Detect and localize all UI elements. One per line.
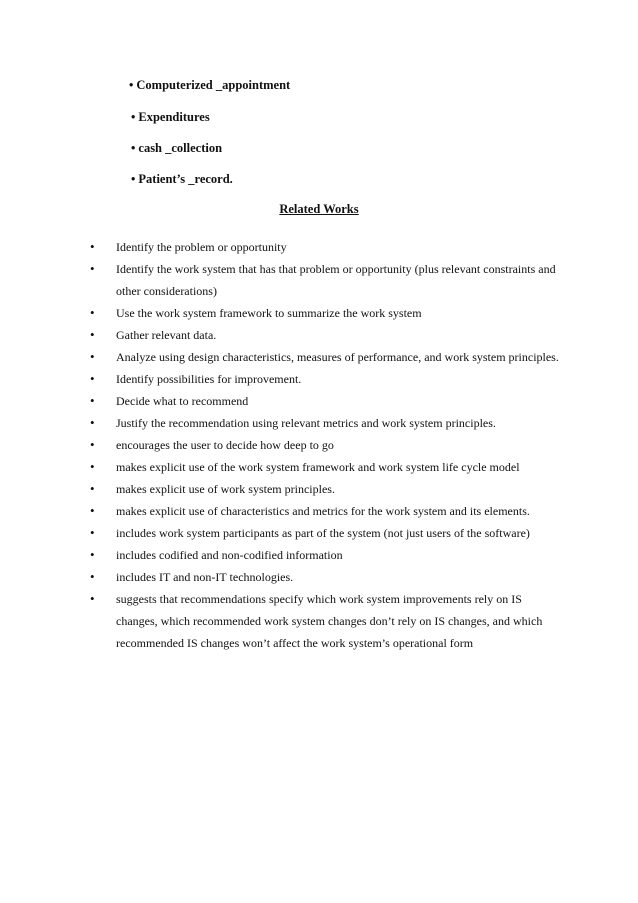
module-item-label: Patient’s _record. xyxy=(138,172,233,186)
list-item-text: Identify possibilities for improvement. xyxy=(116,372,302,386)
list-item xyxy=(0,258,566,302)
module-item xyxy=(131,109,210,125)
module-item-label: Computerized _appointment xyxy=(136,78,291,92)
bullet-icon: • xyxy=(90,349,95,364)
list-item-text: Justify the recommendation using relevant metrics and work system principles. xyxy=(116,416,496,430)
list-item xyxy=(0,324,566,346)
list-item-text: Analyze using design characteristics, measures of performance, and work system principles. xyxy=(116,350,559,364)
list-item-text: makes explicit use of the work system framework and work system life cycle model xyxy=(116,460,520,474)
bullet-icon: • xyxy=(90,371,95,386)
related-works-list xyxy=(0,236,638,654)
list-item xyxy=(0,456,566,478)
bullet-icon: • xyxy=(90,459,95,474)
bullet-icon: • xyxy=(131,172,136,186)
bullet-icon: • xyxy=(90,437,95,452)
list-item xyxy=(0,302,566,324)
bullet-icon: • xyxy=(90,503,95,518)
bullet-icon: • xyxy=(90,569,95,584)
list-item xyxy=(0,434,566,456)
list-item xyxy=(0,390,566,412)
list-item-text: Identify the work system that has that problem or opportunity (plus relevant constraints and other considerations) xyxy=(116,262,556,298)
bullet-icon: • xyxy=(131,141,136,155)
list-item xyxy=(0,346,566,368)
list-item-text: includes work system participants as part of the system (not just users of the software) xyxy=(116,526,530,540)
module-item xyxy=(131,140,222,156)
bullet-icon: • xyxy=(90,547,95,562)
list-item xyxy=(0,412,566,434)
list-item-text: makes explicit use of characteristics and metrics for the work system and its elements. xyxy=(116,504,530,518)
bullet-icon: • xyxy=(90,591,95,606)
module-item xyxy=(131,171,233,187)
list-item-text: Decide what to recommend xyxy=(116,394,249,408)
bullet-icon: • xyxy=(90,481,95,496)
section-heading: Related Works xyxy=(279,202,359,216)
list-item xyxy=(0,478,566,500)
list-item xyxy=(0,588,566,654)
bullet-icon: • xyxy=(90,261,95,276)
list-item-text: Identify the problem or opportunity xyxy=(116,240,287,254)
list-item xyxy=(0,368,566,390)
bullet-icon: • xyxy=(90,305,95,320)
list-item-text: includes codified and non-codified information xyxy=(116,548,343,562)
bullet-icon: • xyxy=(90,525,95,540)
list-item xyxy=(0,544,566,566)
list-item xyxy=(0,522,566,544)
list-item xyxy=(0,566,566,588)
bullet-icon: • xyxy=(90,239,95,254)
module-item xyxy=(129,77,290,93)
bullet-icon: • xyxy=(131,110,136,124)
bullet-icon: • xyxy=(90,415,95,430)
list-item-text: includes IT and non-IT technologies. xyxy=(116,570,294,584)
module-item-label: Expenditures xyxy=(138,110,210,124)
list-item-text: makes explicit use of work system principles. xyxy=(116,482,335,496)
list-item-text: suggests that recommendations specify which work system improvements rely on IS changes, which recommended work system changes don’t rely on IS changes, and which recommended IS changes won’t affect the work system’s operational form xyxy=(116,592,543,650)
bullet-icon: • xyxy=(90,327,95,342)
module-item-label: cash _collection xyxy=(138,141,223,155)
list-item xyxy=(0,236,566,258)
list-item xyxy=(0,500,566,522)
list-item-text: Use the work system framework to summarize the work system xyxy=(116,306,422,320)
list-item-text: Gather relevant data. xyxy=(116,328,217,342)
bullet-icon: • xyxy=(90,393,95,408)
bullet-icon: • xyxy=(129,78,134,92)
list-item-text: encourages the user to decide how deep to go xyxy=(116,438,334,452)
